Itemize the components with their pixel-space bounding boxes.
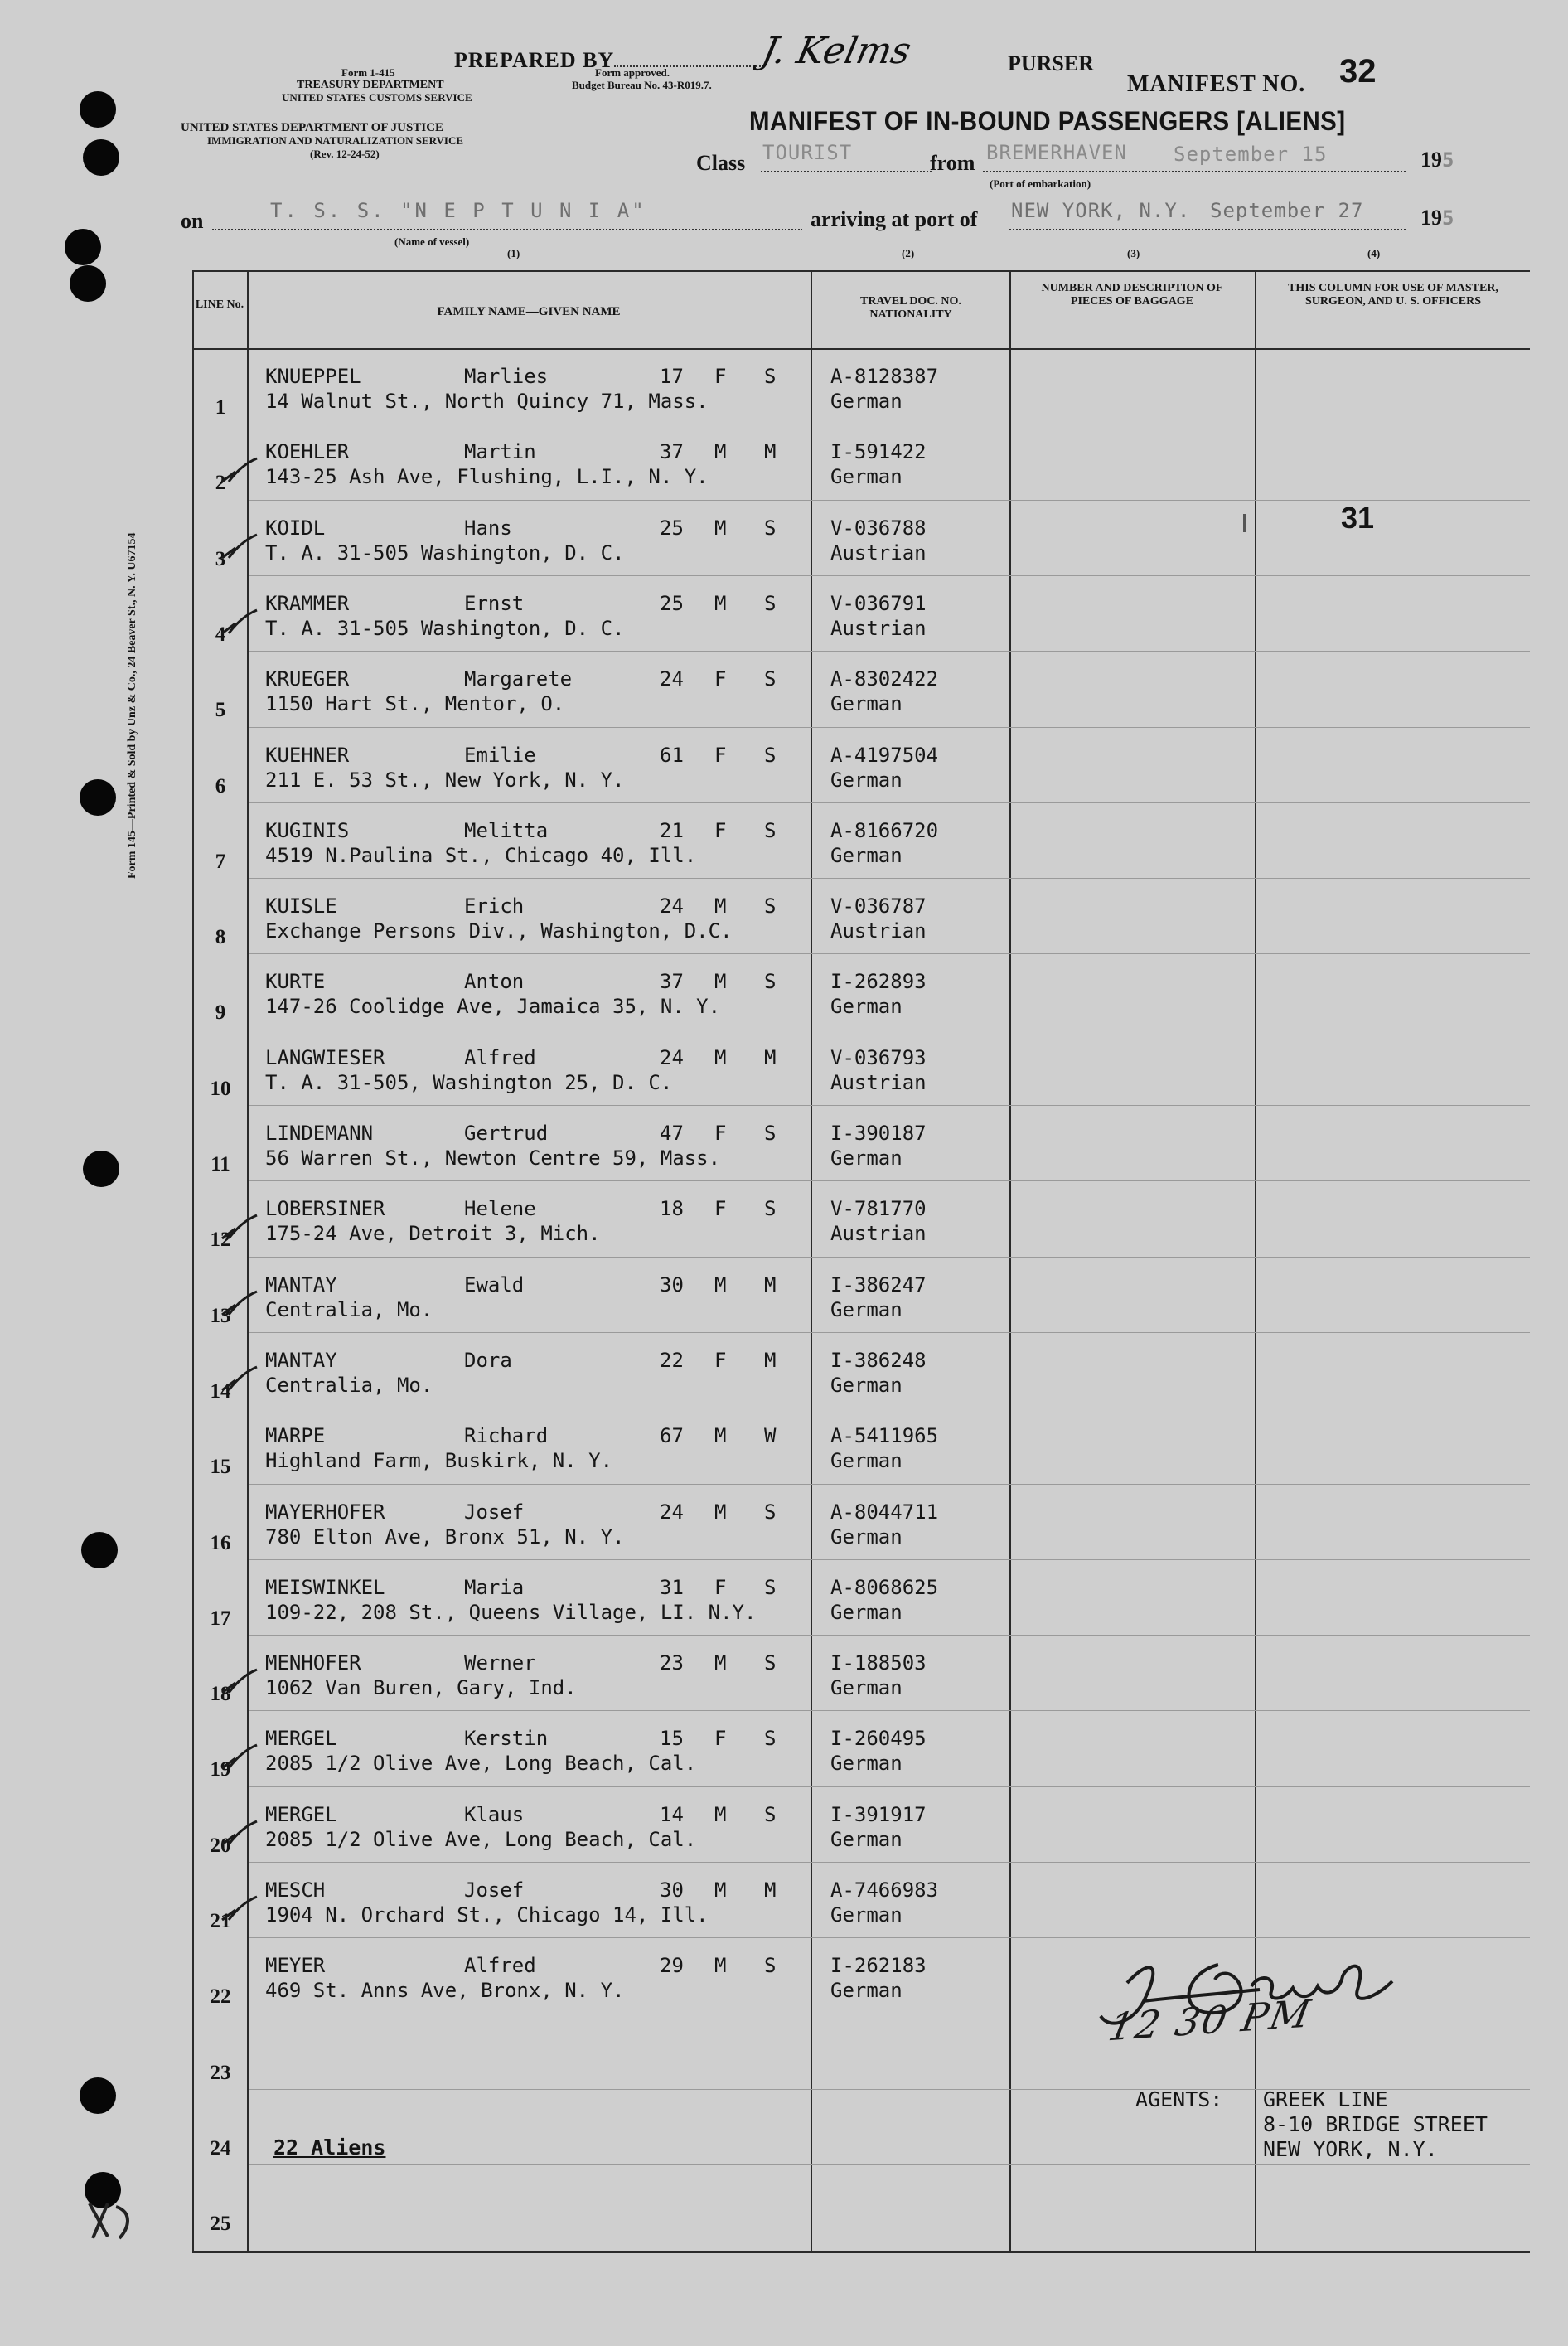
- given-name: Alfred: [464, 1046, 536, 1069]
- check-mark-icon: [220, 1290, 259, 1318]
- nationality: Austrian: [830, 617, 927, 640]
- sex: F: [714, 1349, 727, 1372]
- given-name: Emilie: [464, 744, 536, 767]
- vessel-caption: (Name of vessel): [394, 235, 470, 248]
- given-name: Josef: [464, 1500, 525, 1524]
- sex: F: [714, 744, 727, 767]
- line-number: 21: [210, 1910, 231, 1932]
- given-name: Werner: [464, 1651, 536, 1675]
- marital-status: S: [764, 1197, 777, 1220]
- class-label: Class: [696, 151, 746, 175]
- row-separator: [249, 500, 1530, 501]
- address: Exchange Persons Div., Washington, D.C.: [265, 919, 733, 943]
- sex: M: [714, 1046, 727, 1069]
- line-number: 7: [215, 851, 226, 873]
- address: Centralia, Mo.: [265, 1374, 433, 1397]
- family-name: KRUEGER: [265, 667, 350, 691]
- check-mark-icon: [220, 608, 259, 637]
- travel-doc-number: V-036791: [830, 592, 927, 615]
- marital-status: M: [764, 1046, 777, 1069]
- family-name: KUISLE: [265, 894, 337, 918]
- address: 143-25 Ash Ave, Flushing, L.I., N. Y.: [265, 465, 709, 488]
- address: T. A. 31-505 Washington, D. C.: [265, 541, 625, 565]
- age: 23: [660, 1651, 684, 1675]
- travel-doc-number: A-8044711: [830, 1500, 939, 1524]
- given-name: Martin: [464, 440, 536, 463]
- address: T. A. 31-505 Washington, D. C.: [265, 617, 625, 640]
- travel-doc-number: I-391917: [830, 1803, 927, 1826]
- marital-status: M: [764, 1878, 777, 1902]
- nationality: German: [830, 1146, 903, 1170]
- nationality: Austrian: [830, 1071, 927, 1094]
- given-name: Klaus: [464, 1803, 525, 1826]
- line-number: 5: [215, 699, 226, 721]
- class-value: TOURIST: [762, 141, 853, 164]
- marital-status: S: [764, 516, 777, 540]
- nationality: German: [830, 1752, 903, 1775]
- age: 31: [660, 1576, 684, 1599]
- family-name: MAYERHOFER: [265, 1500, 385, 1524]
- row-separator: [249, 727, 1530, 728]
- sex: M: [714, 1500, 727, 1524]
- travel-doc-number: I-188503: [830, 1651, 927, 1675]
- marital-status: S: [764, 819, 777, 842]
- binder-hole: [81, 1532, 118, 1568]
- check-mark-icon: [220, 1214, 259, 1242]
- nationality: German: [830, 1828, 903, 1851]
- sex: F: [714, 1727, 727, 1750]
- page-title: MANIFEST OF IN-BOUND PASSENGERS [ALIENS]: [749, 106, 1346, 136]
- vessel-underline: [212, 229, 802, 230]
- family-name: KURTE: [265, 970, 326, 993]
- prepared-by-label: PREPARED BY: [454, 48, 763, 73]
- budget-bureau: Budget Bureau No. 43-R019.7.: [572, 79, 712, 91]
- sex: M: [714, 894, 727, 918]
- age: 47: [660, 1122, 684, 1145]
- side-margin-text: Form 145—Printed & Sold by Unz & Co., 24 Beaver St., N. Y. U67154: [126, 532, 138, 879]
- address: Highland Farm, Buskirk, N. Y.: [265, 1449, 613, 1472]
- line-number: 14: [210, 1380, 231, 1403]
- sex: F: [714, 1197, 727, 1220]
- binder-hole: [80, 2077, 116, 2114]
- marital-status: M: [764, 1349, 777, 1372]
- doc-column-border: [1009, 270, 1011, 2253]
- row-separator: [249, 953, 1530, 954]
- line-number: 24: [210, 2137, 231, 2159]
- row-separator: [249, 651, 1530, 652]
- line-no-column-border: [247, 270, 249, 2253]
- given-name: Marlies: [464, 365, 549, 388]
- nationality: German: [830, 1979, 903, 2002]
- family-name: MANTAY: [265, 1273, 337, 1297]
- age: 67: [660, 1424, 684, 1447]
- address: 4519 N.Paulina St., Chicago 40, Ill.: [265, 844, 697, 867]
- age: 29: [660, 1954, 684, 1977]
- given-name: Melitta: [464, 819, 549, 842]
- row-separator: [249, 1332, 1530, 1333]
- age: 18: [660, 1197, 684, 1220]
- address: 780 Elton Ave, Bronx 51, N. Y.: [265, 1525, 625, 1549]
- arrival-port: NEW YORK, N.Y.: [1011, 199, 1191, 222]
- col-marker-3: (3): [1127, 247, 1140, 259]
- address: 14 Walnut St., North Quincy 71, Mass.: [265, 390, 709, 413]
- family-name: LANGWIESER: [265, 1046, 385, 1069]
- family-name: KRAMMER: [265, 592, 350, 615]
- agent-line-1: GREEK LINE: [1263, 2087, 1388, 2111]
- row-separator: [249, 1862, 1530, 1863]
- from-label: from: [930, 151, 975, 175]
- travel-doc-number: I-390187: [830, 1122, 927, 1145]
- check-mark-icon: [220, 1895, 259, 1923]
- family-name: MANTAY: [265, 1349, 337, 1372]
- family-name: KOEHLER: [265, 440, 350, 463]
- line-number: 13: [210, 1305, 231, 1327]
- sex: M: [714, 1803, 727, 1826]
- marital-status: S: [764, 1727, 777, 1750]
- marital-status: W: [764, 1424, 777, 1447]
- header-line-no: LINE No.: [195, 298, 244, 311]
- table-bottom-border: [192, 2251, 1530, 2253]
- age: 25: [660, 592, 684, 615]
- travel-doc-number: I-386248: [830, 1349, 927, 1372]
- travel-doc-number: I-262893: [830, 970, 927, 993]
- form-approved: Form approved.: [595, 66, 670, 79]
- on-label: on: [181, 209, 204, 233]
- nationality: German: [830, 1525, 903, 1549]
- marital-status: M: [764, 1273, 777, 1297]
- nationality: German: [830, 1903, 903, 1927]
- age: 37: [660, 970, 684, 993]
- total-aliens: 22 Aliens: [273, 2135, 386, 2159]
- row-separator: [249, 802, 1530, 803]
- family-name: LINDEMANN: [265, 1122, 374, 1145]
- binder-hole: [83, 139, 119, 176]
- given-name: Alfred: [464, 1954, 536, 1977]
- address: 147-26 Coolidge Ave, Jamaica 35, N. Y.: [265, 995, 721, 1018]
- family-name: KUGINIS: [265, 819, 350, 842]
- check-mark-icon: [220, 1365, 259, 1394]
- table-top-border: [192, 270, 1530, 272]
- family-name: MERGEL: [265, 1803, 337, 1826]
- travel-doc-number: A-8302422: [830, 667, 939, 691]
- given-name: Dora: [464, 1349, 512, 1372]
- class-underline: [761, 171, 932, 172]
- row-separator: [249, 878, 1530, 879]
- line-number: 3: [215, 548, 226, 570]
- row-separator: [249, 1257, 1530, 1258]
- officer-annotation: 31: [1341, 501, 1375, 535]
- sex: F: [714, 667, 727, 691]
- check-mark-icon: [220, 533, 259, 561]
- line-number: 4: [215, 623, 226, 646]
- marital-status: S: [764, 365, 777, 388]
- nationality: German: [830, 995, 903, 1018]
- marital-status: M: [764, 440, 777, 463]
- row-separator: [249, 1559, 1530, 1560]
- purser-signature: J. Kelms: [757, 30, 915, 72]
- embarkation-caption: (Port of embarkation): [990, 177, 1091, 190]
- revision-date: (Rev. 12-24-52): [310, 148, 380, 160]
- nationality: German: [830, 1298, 903, 1321]
- given-name: Erich: [464, 894, 525, 918]
- line-number: 9: [215, 1001, 226, 1024]
- row-separator: [249, 1484, 1530, 1485]
- header-name: FAMILY NAME—GIVEN NAME: [437, 305, 621, 318]
- given-name: Kerstin: [464, 1727, 549, 1750]
- address: T. A. 31-505, Washington 25, D. C.: [265, 1071, 673, 1094]
- given-name: Richard: [464, 1424, 549, 1447]
- age: 24: [660, 1046, 684, 1069]
- row-separator: [249, 1710, 1530, 1711]
- address: 2085 1/2 Olive Ave, Long Beach, Cal.: [265, 1752, 697, 1775]
- nationality: Austrian: [830, 919, 927, 943]
- signature-text: [1102, 1953, 1308, 1999]
- sex: M: [714, 1273, 727, 1297]
- travel-doc-number: A-7466983: [830, 1878, 939, 1902]
- address: 109-22, 208 St., Queens Village, LI. N.Y.: [265, 1601, 757, 1624]
- age: 61: [660, 744, 684, 767]
- line-number: 19: [210, 1758, 231, 1781]
- header-travel-doc: TRAVEL DOC. NO. NATIONALITY: [860, 295, 961, 321]
- line-number: 2: [215, 472, 226, 494]
- address: 469 St. Anns Ave, Bronx, N. Y.: [265, 1979, 625, 2002]
- nationality: German: [830, 465, 903, 488]
- line-number: 10: [210, 1078, 231, 1100]
- family-name: KNUEPPEL: [265, 365, 361, 388]
- nationality: German: [830, 1449, 903, 1472]
- arrival-date: September 27: [1210, 199, 1364, 222]
- travel-doc-number: A-5411965: [830, 1424, 939, 1447]
- age: 21: [660, 819, 684, 842]
- line-number: 17: [210, 1607, 231, 1630]
- age: 30: [660, 1273, 684, 1297]
- customs-service: UNITED STATES CUSTOMS SERVICE: [282, 91, 472, 104]
- from-value: BREMERHAVEN: [986, 141, 1127, 164]
- travel-doc-number: A-8166720: [830, 819, 939, 842]
- marital-status: S: [764, 1651, 777, 1675]
- marital-status: S: [764, 667, 777, 691]
- tick-mark: [1243, 514, 1246, 532]
- line-number: 6: [215, 775, 226, 797]
- address: 175-24 Ave, Detroit 3, Mich.: [265, 1222, 601, 1245]
- row-separator: [249, 1937, 1530, 1938]
- nationality: Austrian: [830, 1222, 927, 1245]
- binder-hole: [80, 91, 116, 128]
- from-underline: [983, 171, 1406, 172]
- address: 1062 Van Buren, Gary, Ind.: [265, 1676, 577, 1699]
- travel-doc-number: V-036793: [830, 1046, 927, 1069]
- travel-doc-number: I-260495: [830, 1727, 927, 1750]
- line-number: 25: [210, 2213, 231, 2235]
- row-separator: [249, 1105, 1530, 1106]
- sex: F: [714, 1576, 727, 1599]
- travel-doc-number: V-781770: [830, 1197, 927, 1220]
- address: 1150 Hart St., Mentor, O.: [265, 692, 565, 715]
- table-header-border: [192, 348, 1530, 350]
- marital-status: S: [764, 1803, 777, 1826]
- sex: M: [714, 970, 727, 993]
- line-number: 23: [210, 2062, 231, 2084]
- age: 24: [660, 1500, 684, 1524]
- sex: M: [714, 592, 727, 615]
- age: 22: [660, 1349, 684, 1372]
- address: 1904 N. Orchard St., Chicago 14, Ill.: [265, 1903, 709, 1927]
- year-2: 195: [1420, 206, 1455, 230]
- given-name: Anton: [464, 970, 525, 993]
- marital-status: S: [764, 894, 777, 918]
- family-name: MERGEL: [265, 1727, 337, 1750]
- given-name: Josef: [464, 1878, 525, 1902]
- line-number: 12: [210, 1229, 231, 1251]
- nationality: German: [830, 1676, 903, 1699]
- marital-status: S: [764, 1122, 777, 1145]
- given-name: Hans: [464, 516, 512, 540]
- line-number: 15: [210, 1456, 231, 1478]
- marital-status: S: [764, 1500, 777, 1524]
- nationality: German: [830, 1374, 903, 1397]
- manifest-no-value: 32: [1339, 53, 1377, 90]
- travel-doc-number: A-8128387: [830, 365, 939, 388]
- binder-hole: [83, 1151, 119, 1187]
- binder-hole: [80, 779, 116, 816]
- age: 24: [660, 667, 684, 691]
- address: 211 E. 53 St., New York, N. Y.: [265, 768, 625, 792]
- family-name: MEYER: [265, 1954, 326, 1977]
- table-left-border: [192, 270, 194, 2253]
- given-name: Maria: [464, 1576, 525, 1599]
- margin-mark: [83, 2195, 141, 2245]
- col-marker-1: (1): [507, 247, 520, 259]
- agents-label: AGENTS:: [1135, 2087, 1223, 2111]
- sex: M: [714, 516, 727, 540]
- age: 15: [660, 1727, 684, 1750]
- check-mark-icon: [220, 1743, 259, 1772]
- marital-status: S: [764, 970, 777, 993]
- check-mark-icon: [220, 457, 259, 485]
- row-separator: [249, 575, 1530, 576]
- sex: M: [714, 1424, 727, 1447]
- age: 24: [660, 894, 684, 918]
- signature-time: 12 30 PM: [1105, 1990, 1316, 2050]
- col-marker-2: (2): [902, 247, 915, 259]
- family-name: KOIDL: [265, 516, 326, 540]
- row-separator: [249, 1180, 1530, 1181]
- agent-line-2: 8-10 BRIDGE STREET: [1263, 2112, 1488, 2136]
- travel-doc-number: V-036787: [830, 894, 927, 918]
- year-1: 195: [1420, 148, 1455, 172]
- sex: M: [714, 1651, 727, 1675]
- nationality: German: [830, 768, 903, 792]
- age: 14: [660, 1803, 684, 1826]
- nationality: Austrian: [830, 541, 927, 565]
- family-name: MEISWINKEL: [265, 1576, 385, 1599]
- family-name: MESCH: [265, 1878, 326, 1902]
- nationality: German: [830, 390, 903, 413]
- travel-doc-number: V-036788: [830, 516, 927, 540]
- marital-status: S: [764, 1576, 777, 1599]
- row-separator: [249, 2164, 1530, 2165]
- travel-doc-number: A-4197504: [830, 744, 939, 767]
- immigration-service: IMMIGRATION AND NATURALIZATION SERVICE: [207, 134, 464, 147]
- age: 37: [660, 440, 684, 463]
- line-number: 11: [211, 1153, 230, 1175]
- check-mark-icon: [220, 1668, 259, 1696]
- arrival-underline: [1009, 229, 1406, 230]
- header-baggage: NUMBER AND DESCRIPTION OF PIECES OF BAGGAGE: [1041, 282, 1223, 308]
- binder-hole: [65, 229, 101, 265]
- name-column-border: [811, 270, 812, 2253]
- address: 56 Warren St., Newton Centre 59, Mass.: [265, 1146, 721, 1170]
- col-marker-4: (4): [1367, 247, 1381, 259]
- binder-hole: [70, 265, 106, 302]
- line-number: 22: [210, 1985, 231, 2008]
- travel-doc-number: I-386247: [830, 1273, 927, 1297]
- treasury-department: TREASURY DEPARTMENT: [297, 79, 444, 91]
- age: 30: [660, 1878, 684, 1902]
- line-number: 1: [215, 396, 226, 419]
- travel-doc-number: I-591422: [830, 440, 927, 463]
- sex: F: [714, 1122, 727, 1145]
- age: 25: [660, 516, 684, 540]
- row-separator: [249, 1786, 1530, 1787]
- sex: M: [714, 440, 727, 463]
- marital-status: S: [764, 592, 777, 615]
- sex: F: [714, 819, 727, 842]
- line-number: 18: [210, 1683, 231, 1705]
- age: 17: [660, 365, 684, 388]
- given-name: Margarete: [464, 667, 573, 691]
- address: Centralia, Mo.: [265, 1298, 433, 1321]
- header-officers: THIS COLUMN FOR USE OF MASTER, SURGEON, AND U. S. OFFICERS: [1288, 282, 1498, 308]
- sex: F: [714, 365, 727, 388]
- depart-date: September 15: [1174, 143, 1328, 166]
- vessel-value: T. S. S. "N E P T U N I A": [270, 199, 646, 222]
- travel-doc-number: I-262183: [830, 1954, 927, 1977]
- family-name: MENHOFER: [265, 1651, 361, 1675]
- nationality: German: [830, 1601, 903, 1624]
- sex: M: [714, 1954, 727, 1977]
- travel-doc-number: A-8068625: [830, 1576, 939, 1599]
- family-name: MARPE: [265, 1424, 326, 1447]
- line-number: 20: [210, 1835, 231, 1857]
- given-name: Gertrud: [464, 1122, 549, 1145]
- line-number: 16: [210, 1532, 231, 1554]
- given-name: Helene: [464, 1197, 536, 1220]
- form-number: Form 1-415: [341, 66, 395, 79]
- sex: M: [714, 1878, 727, 1902]
- arriving-label: arriving at port of: [811, 207, 978, 231]
- given-name: Ernst: [464, 592, 525, 615]
- marital-status: S: [764, 1954, 777, 1977]
- marital-status: S: [764, 744, 777, 767]
- nationality: German: [830, 844, 903, 867]
- given-name: Ewald: [464, 1273, 525, 1297]
- address: 2085 1/2 Olive Ave, Long Beach, Cal.: [265, 1828, 697, 1851]
- nationality: German: [830, 692, 903, 715]
- row-separator: [249, 1635, 1530, 1636]
- family-name: KUEHNER: [265, 744, 350, 767]
- family-name: LOBERSINER: [265, 1197, 385, 1220]
- agent-line-3: NEW YORK, N.Y.: [1263, 2137, 1438, 2161]
- manifest-no-label: MANIFEST NO.: [1127, 71, 1306, 97]
- check-mark-icon: [220, 1820, 259, 1848]
- purser-label: PURSER: [1008, 51, 1095, 75]
- justice-department: UNITED STATES DEPARTMENT OF JUSTICE: [181, 121, 444, 134]
- line-number: 8: [215, 926, 226, 948]
